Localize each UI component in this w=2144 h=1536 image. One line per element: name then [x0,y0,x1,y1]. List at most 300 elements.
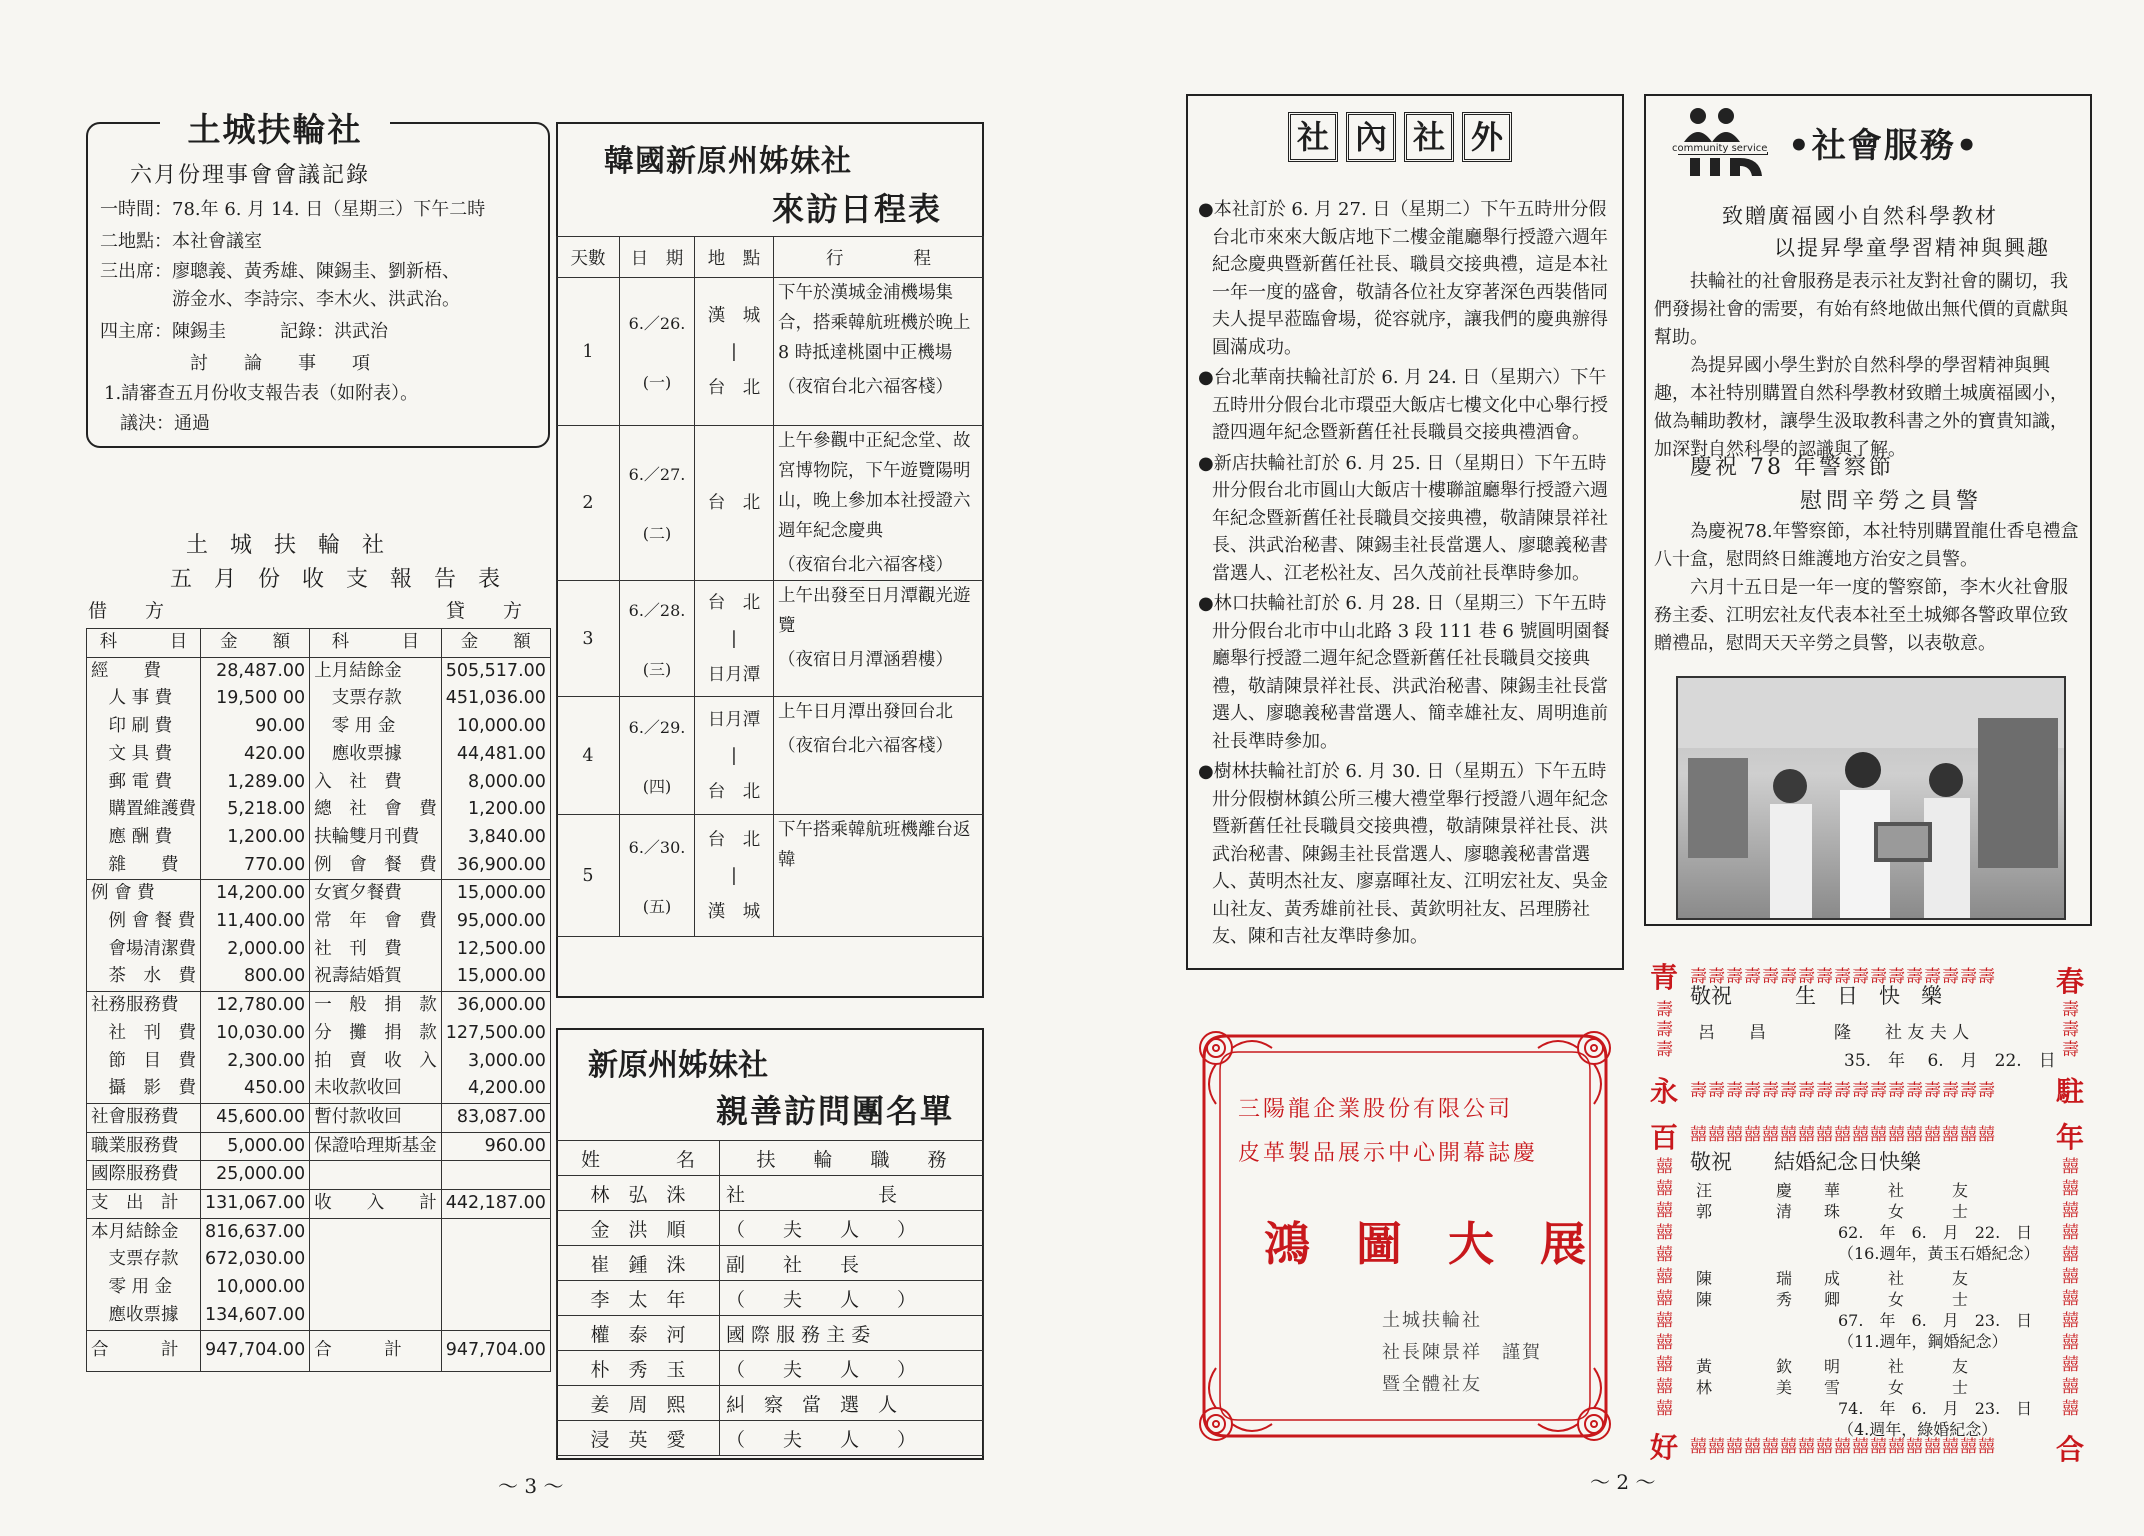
service-headline-4: 慰問辛勞之員警 [1800,489,1983,514]
fin-item-credit: 扶輪雙月刊費 [310,824,442,852]
sch-header-place: 地 點 [695,237,774,278]
schedule-place: 日月潭 [707,664,761,685]
fin-item-debit: 文 具 費 [87,741,201,769]
finance-row [87,880,551,908]
fin-header-item-credit: 科 目 [310,629,442,658]
schedule-place: 台 北 [707,493,761,513]
report-title: 五 月 份 收 支 報 告 表 [170,567,501,592]
fin-item-credit [310,1218,442,1246]
news-title-char-3: 社 [1404,112,1454,162]
community-service-text: community service [1672,143,1768,154]
fin-item-debit: 應收票據 [87,1302,201,1330]
mem-header-name: 姓 名 [557,1141,720,1176]
couple-wedding-date: 67. 年 6. 月 23. 日 [1838,1311,2033,1330]
fin-amount-credit [441,1218,550,1246]
schedule-place: 台 北 [707,377,761,398]
service-headline-3: 慶祝 78 年警察節 [1690,455,1894,480]
finance-row [87,1132,551,1161]
schedule-date-cell [620,426,695,581]
corner-right-1: 春 [2056,965,2085,998]
fin-amount-debit: 19,500 00 [201,685,310,713]
members-title-2: 親善訪問團名單 [716,1092,955,1130]
member-name: 李 太 年 [557,1281,720,1316]
fin-total-label-debit: 合 計 [87,1330,201,1371]
schedule-place: | [731,341,737,362]
fin-item-credit: 保證哈理斯基金 [310,1132,442,1161]
debit-label: 借 方 [88,600,165,622]
fin-amount-credit: 83,087.00 [441,1103,550,1132]
fin-amount-credit: 1,200.00 [441,796,550,824]
schedule-place-cell [695,426,774,581]
fin-item-debit: 社務服務費 [87,992,201,1020]
fin-item-credit: 未收款收回 [310,1075,442,1103]
schedule-date: 6.／29. [628,717,686,737]
happiness-border-top: 囍囍囍囍囍囍囍囍囍囍囍囍囍囍囍囍囍 [1690,1125,1996,1145]
member-role: 國 際 服 務 主 委 [720,1316,984,1351]
couple-anniversary-note: （16.週年，黃玉石婚紀念） [1838,1244,2040,1263]
corner-right-3: 年 [2056,1121,2085,1154]
ad-company: 三陽龍企業股份有限公司 [1238,1097,1514,1122]
fin-item-debit: 經 費 [87,657,201,685]
schedule-date: 6.／28. [628,600,686,620]
fin-item-credit [310,1161,442,1190]
schedule-weekday: (四) [642,776,672,796]
member-row [557,1211,984,1246]
schedule-place [696,461,772,485]
fin-amount-debit: 770.00 [201,852,310,880]
anniversary-title: 敬祝 結婚紀念日快樂 [1690,1150,1921,1174]
news-item-3: ●新店扶輪社訂於 6. 月 25. 日（星期日）下午五時卅分假台北市圓山大飯店十樓聯誼廳舉行授證六週年紀念暨新舊任社長職員交接典禮，敬請陳景祥社長、洪武治秘書、陳錫圭社長當選人、廖聰義秘書當選人、江老松社友、呂久茂前社長準時參加。 [1198,452,1608,584]
fin-amount-credit [441,1161,550,1190]
finance-row [87,1274,551,1302]
fin-amount-credit: 3,840.00 [441,824,550,852]
finance-row [87,1048,551,1076]
fin-amount-debit: 28,487.00 [201,657,310,685]
fin-item-credit: 支票存款 [310,685,442,713]
schedule-plan-cell [774,581,984,697]
fin-amount-credit: 442,187.00 [441,1190,550,1219]
news-body [1198,196,1612,954]
member-role: （ 夫 人 ） [720,1351,984,1386]
members-table [556,1140,984,1456]
news-title [1288,112,1512,162]
schedule-place-cell [695,278,774,426]
schedule-plan: 上午日月潭出發回台北 [778,702,953,722]
member-name: 崔 鍾 洙 [557,1246,720,1281]
schedule-note: （夜宿台北六福客棧） [778,377,953,397]
corner-left-3: 百 [1650,1121,1679,1154]
member-row [557,1421,984,1456]
finance-row [87,1246,551,1274]
couple-wife: 郭 清 珠 女 士 [1696,1202,1969,1221]
birthday-title: 敬祝 生 日 快 樂 [1690,984,1942,1008]
ad-event: 皮革製品展示中心開幕誌慶 [1238,1141,1539,1166]
schedule-place: 台 北 [707,781,761,802]
fin-item-credit: 零 用 金 [310,713,442,741]
finance-row [87,908,551,936]
fin-item-credit: 社 刊 費 [310,936,442,964]
fin-item-debit: 印 刷 費 [87,713,201,741]
couple-husband: 汪 慶 華 社 友 [1696,1181,1969,1200]
mem-header-role: 扶 輪 職 務 [720,1141,984,1176]
news-title-char-4: 外 [1462,112,1512,162]
schedule-day: 1 [557,278,620,426]
finance-table-body [87,657,551,1330]
happiness-border-right: 囍囍囍囍囍囍囍囍囍囍囍囍 [2062,1157,2079,1419]
fin-item-debit: 攝 影 費 [87,1075,201,1103]
members-title-1: 新原州姊妹社 [588,1048,768,1083]
member-name: 林 弘 洙 [557,1176,720,1211]
fin-item-debit: 本月結餘金 [87,1218,201,1246]
schedule-place: | [731,628,737,649]
longevity-border-top: 壽壽壽壽壽壽壽壽壽壽壽壽壽壽壽壽壽 [1690,967,1996,987]
fin-amount-debit: 134,607.00 [201,1302,310,1330]
fin-item-credit: 應收票據 [310,741,442,769]
schedule-row [557,581,984,697]
news-item-4: ●林口扶輪社訂於 6. 月 28. 日（星期三）下午五時卅分假台北市中山北路 3 段 111 巷 6 號圓明園餐廳舉行授證二週年紀念暨新舊任社長職員交接典禮，敬請陳景祥社長、洪武治秘書、陳錫圭社長當選人、廖聰義秘書當選人、簡幸雄社友、周明進前社長準時參加。 [1198,593,1610,752]
fin-amount-debit: 131,067.00 [201,1190,310,1219]
schedule-date-cell [620,581,695,697]
fin-item-credit: 常 年 會 費 [310,908,442,936]
member-name: 朴 秀 玉 [557,1351,720,1386]
minutes-line-5: 四主席：陳錫圭 記錄：洪武治 [100,321,388,342]
schedule-place: 台 北 [707,592,761,613]
finance-row [87,963,551,991]
member-role: （ 夫 人 ） [720,1281,984,1316]
fin-amount-debit: 1,289.00 [201,769,310,797]
schedule-weekday: (五) [642,896,672,916]
fin-amount-credit: 12,500.00 [441,936,550,964]
birthday-date: 35. 年 6. 月 22. 日 [1844,1051,2056,1071]
fin-amount-credit [441,1246,550,1274]
finance-row [87,1075,551,1103]
fin-amount-debit: 25,000.00 [201,1161,310,1190]
schedule-day: 3 [557,581,620,697]
fin-header-item-debit: 科 目 [87,629,201,658]
fin-item-credit: 入 社 費 [310,769,442,797]
finance-row [87,824,551,852]
fin-amount-debit: 14,200.00 [201,880,310,908]
schedule-date-cell [620,815,695,937]
finance-row [87,1302,551,1330]
fin-item-credit [310,1246,442,1274]
couple-wife: 陳 秀 卿 女 士 [1696,1290,1969,1309]
fin-amount-credit: 8,000.00 [441,769,550,797]
schedule-date: 6.／30. [628,837,686,857]
finance-row [87,769,551,797]
fin-amount-debit: 5,218.00 [201,796,310,824]
minutes-line-3: 三出席：廖聰義、黃秀雄、陳錫圭、劉新梧、 [100,261,460,282]
fin-amount-credit: 36,000.00 [441,992,550,1020]
schedule-table-body [557,278,984,937]
fin-amount-credit [441,1302,550,1330]
fin-header-amount-credit: 金 額 [441,629,550,658]
schedule-date-cell [620,278,695,426]
schedule-plan: 上午參觀中正紀念堂、故宮博物院，下午遊覽陽明山，晚上參加本社授證六週年紀念慶典 [778,431,971,541]
fin-item-credit: 拍 賣 收 入 [310,1048,442,1076]
fin-item-credit: 女賓夕餐費 [310,880,442,908]
news-item-1: ●本社訂於 6. 月 27. 日（星期二）下午五時卅分假台北市來來大飯店地下二樓金龍廳舉行授證六週年紀念慶典暨新舊任社長、職員交接典禮，這是本社一年一度的盛會，敬請各位社友穿著深色西裝偕同夫人提早蒞臨會場，從容就序，讓我們的慶典辦得圓滿成功。 [1198,199,1608,358]
fin-amount-credit: 960.00 [441,1132,550,1161]
fin-item-debit: 雜 費 [87,852,201,880]
fin-amount-credit: 10,000.00 [441,713,550,741]
schedule-note: （夜宿日月潭涵碧樓） [778,650,953,670]
fin-amount-credit: 44,481.00 [441,741,550,769]
minutes-line-4: 游金水、李詩宗、李木火、洪武治。 [100,289,460,310]
fin-amount-debit: 10,030.00 [201,1020,310,1048]
fin-header-amount-debit: 金 額 [201,629,310,658]
finance-row [87,1218,551,1246]
schedule-weekday: (三) [642,659,672,679]
corner-right-2: 駐 [2056,1075,2085,1108]
schedule-plan-cell [774,697,984,815]
fin-total-label-credit: 合 計 [310,1330,442,1371]
schedule-row [557,278,984,426]
schedule-row [557,815,984,937]
fin-amount-debit: 5,000.00 [201,1132,310,1161]
fin-amount-debit: 1,200.00 [201,824,310,852]
fin-item-debit: 國際服務費 [87,1161,201,1190]
fin-amount-credit: 3,000.00 [441,1048,550,1076]
fin-amount-credit: 15,000.00 [441,963,550,991]
fin-item-credit: 上月結餘金 [310,657,442,685]
schedule-note: （夜宿台北六福客棧） [778,555,953,575]
ad-main-slogan: 鴻 圖 大 展 [1264,1217,1586,1271]
anniversary-couple [1688,1356,2056,1440]
fin-item-debit: 支 出 計 [87,1190,201,1219]
couple-anniversary-note: （4.週年，綠婚紀念） [1838,1420,1998,1439]
discussion-item: 1.請審查五月份收支報告表（如附表）。 [104,383,419,404]
schedule-plan: 下午於漢城金浦機場集合，搭乘韓航班機於晚上 8 時抵達桃園中正機場 [778,283,971,363]
finance-total-row [87,1330,551,1371]
finance-row [87,657,551,685]
longevity-border-right: 壽壽壽 [2062,1000,2079,1060]
fin-item-debit: 會場清潔費 [87,936,201,964]
schedule-note: （夜宿台北六福客棧） [778,736,953,756]
finance-row [87,1103,551,1132]
fin-item-credit [310,1274,442,1302]
member-role: 糾 察 當 選 人 [720,1386,984,1421]
schedule-place: 漢 城 [707,901,761,922]
minutes-title: 六月份理事會會議記錄 [130,163,371,188]
schedule-date: 6.／26. [628,313,686,333]
anniversary-couple [1688,1180,2056,1264]
fin-item-debit: 支票存款 [87,1246,201,1274]
schedule-weekday: (二) [642,524,672,543]
service-title: •社會服務• [1788,126,1980,166]
fin-amount-debit: 672,030.00 [201,1246,310,1274]
finance-row [87,713,551,741]
ad-sign-3: 暨全體社友 [1382,1374,1482,1395]
schedule-row [557,697,984,815]
news-item-2: ●台北華南扶輪社訂於 6. 月 24. 日（星期六）下午五時卅分假台北市環亞大飯店七樓文化中心舉行授證四週年紀念暨新舊任社長職員交接典禮酒會。 [1198,367,1608,443]
fin-item-credit: 祝壽結婚賀 [310,963,442,991]
finance-row [87,685,551,713]
fin-total-credit: 947,704.00 [441,1330,550,1371]
photo-people-image [1678,678,2064,918]
schedule-day: 2 [557,426,620,581]
fin-item-debit: 零 用 金 [87,1274,201,1302]
fin-amount-credit: 451,036.00 [441,685,550,713]
schedule-place: 台 北 [707,829,761,850]
fin-amount-debit: 450.00 [201,1075,310,1103]
schedule-place: 漢 城 [707,305,761,326]
news-title-char-2: 內 [1346,112,1396,162]
fin-amount-credit [441,1274,550,1302]
news-title-char-1: 社 [1288,112,1338,162]
right-page-number: ～ 2 ～ [1590,1470,1656,1494]
fin-amount-debit: 90.00 [201,713,310,741]
fin-amount-debit: 10,000.00 [201,1274,310,1302]
happiness-border-left: 囍囍囍囍囍囍囍囍囍囍囍囍 [1656,1157,1673,1419]
schedule-plan-cell [774,815,984,937]
member-name: 浸 英 愛 [557,1421,720,1456]
fin-amount-credit: 505,517.00 [441,657,550,685]
sch-header-date: 日 期 [620,237,695,278]
service-paragraph-3: 為慶祝78.年警察節，本社特別購置龍仕香皂禮盒八十盒，慰問終日維護地方治安之員警。 [1654,521,2079,570]
resolution: 議決：通過 [120,413,210,434]
fin-amount-debit: 45,600.00 [201,1103,310,1132]
service-photo [1676,676,2066,920]
schedule-place-cell [695,581,774,697]
finance-row [87,992,551,1020]
couple-wife: 林 美 雪 女 士 [1696,1378,1969,1397]
fin-item-credit: 例 會 餐 費 [310,852,442,880]
schedule-place: 日月潭 [707,709,761,730]
schedule-day: 5 [557,815,620,937]
sch-header-plan: 行 程 [774,237,984,278]
schedule-title-2: 來訪日程表 [772,190,943,228]
fin-item-debit: 社會服務費 [87,1103,201,1132]
service-headline-2: 以提昇學童學習精神與興趣 [1774,236,2050,260]
member-role: （ 夫 人 ） [720,1211,984,1246]
service-headline-1: 致贈廣福國小自然科學教材 [1722,204,1998,228]
fin-item-debit: 茶 水 費 [87,963,201,991]
service-paragraph-2: 為提昇國小學生對於自然科學的學習精神與興趣，本社特別購置自然科學教材致贈土城廣福國小，做為輔助教材，讓學生汲取教科書之外的寶貴知識，加深對自然科學的認識與了解。 [1654,355,2068,460]
schedule-plan: 下午搭乘韓航班機離台返韓 [778,820,971,870]
finance-row [87,1161,551,1190]
couple-husband: 陳 瑞 成 社 友 [1696,1269,1969,1288]
members-table-body [557,1176,984,1456]
community-service-logo [1670,104,1780,178]
schedule-place-cell [695,815,774,937]
schedule-place-cell [695,697,774,815]
schedule-place [696,521,772,545]
fin-item-debit: 例 會 餐 費 [87,908,201,936]
schedule-plan: 上午出發至日月潭觀光遊覽 [778,586,971,636]
schedule-weekday: (一) [642,372,672,392]
finance-row [87,1190,551,1219]
corner-left-1: 青 [1650,961,1679,994]
fin-item-debit: 職業服務費 [87,1132,201,1161]
fin-item-debit: 人 事 費 [87,685,201,713]
service-paragraph-1: 扶輪社的社會服務是表示社友對社會的關切，我們發揚社會的需要，有始有終地做出無代價的貢獻與幫助。 [1654,271,2068,348]
anniversary-couple [1688,1268,2056,1352]
fin-item-debit: 郵 電 費 [87,769,201,797]
couple-wedding-date: 74. 年 6. 月 23. 日 [1838,1399,2033,1418]
fin-item-debit: 購置維護費 [87,796,201,824]
fin-item-credit: 一 般 捐 款 [310,992,442,1020]
birthday-name: 呂 昌 隆 社 友 夫 人 [1698,1023,1970,1043]
couple-husband: 黃 欽 明 社 友 [1696,1357,1969,1376]
news-item-5: ●樹林扶輪社訂於 6. 月 30. 日（星期五）下午五時卅分假樹林鎮公所三樓大禮堂舉行授證八週年紀念暨新舊任社長職員交接典禮，敬請陳景祥社長、洪武治秘書、陳錫圭社長當選人、廖聰義秘書當選人、黃明杰社友、廖嘉暉社友、江明宏社友、吳金山社友、黃秀雄前社長、黃欽明社友、呂理勝社友、陳和吉社友準時參加。 [1198,761,1608,947]
member-name: 姜 周 熙 [557,1386,720,1421]
corner-left-2: 永 [1650,1075,1679,1108]
fin-item-debit: 節 目 費 [87,1048,201,1076]
schedule-date-cell [620,697,695,815]
member-role: 社 長 [720,1176,984,1211]
fin-amount-credit: 95,000.00 [441,908,550,936]
schedule-row [557,426,984,581]
finance-row [87,1020,551,1048]
fin-item-credit: 收 入 計 [310,1190,442,1219]
ad-sign-2: 社長陳景祥 謹賀 [1382,1342,1542,1363]
report-club: 土 城 扶 輪 社 [186,533,385,558]
schedule-place: | [731,865,737,886]
member-row [557,1176,984,1211]
finance-row [87,936,551,964]
schedule-table [556,236,984,937]
fin-item-debit: 例 會 費 [87,880,201,908]
fin-amount-debit: 816,637.00 [201,1218,310,1246]
fin-amount-credit: 127,500.00 [441,1020,550,1048]
fin-amount-credit: 36,900.00 [441,852,550,880]
minutes-line-1: 一時間：78.年 6. 月 14. 日（星期三）下午二時 [100,199,486,220]
finance-row [87,741,551,769]
longevity-border-left: 壽壽壽 [1656,1000,1673,1060]
corner-right-4: 合 [2056,1433,2085,1466]
fin-item-credit: 分 攤 捐 款 [310,1020,442,1048]
finance-table [86,628,551,1372]
finance-row [87,852,551,880]
fin-item-credit: 暫付款收回 [310,1103,442,1132]
schedule-plan-cell [774,278,984,426]
fin-amount-debit: 2,300.00 [201,1048,310,1076]
schedule-title-1: 韓國新原州姊妹社 [604,144,852,179]
happiness-border-bottom: 囍囍囍囍囍囍囍囍囍囍囍囍囍囍囍囍囍 [1690,1437,1996,1457]
couple-wedding-date: 62. 年 6. 月 22. 日 [1838,1223,2033,1242]
fin-item-credit: 總 社 會 費 [310,796,442,824]
fin-total-debit: 947,704.00 [201,1330,310,1371]
fin-amount-debit: 800.00 [201,963,310,991]
fin-item-debit: 應 酬 費 [87,824,201,852]
ad-sign-1: 土城扶輪社 [1382,1310,1482,1331]
couple-anniversary-note: （11.週年，鋼婚紀念） [1838,1332,2008,1351]
finance-row [87,796,551,824]
fin-amount-debit: 12,780.00 [201,992,310,1020]
minutes-line-2: 二地點：本社會議室 [100,231,262,252]
fin-item-credit [310,1302,442,1330]
service-paragraph-4: 六月十五日是一年一度的警察節，李木火社會服務主委、江明宏社友代表本社至土城鄉各警政單位致贈禮品，慰問天天辛勞之員警，以表敬意。 [1654,577,2068,654]
fin-item-debit: 社 刊 費 [87,1020,201,1048]
member-name: 金 洪 順 [557,1211,720,1246]
member-role: 副 社 長 [720,1246,984,1281]
people-logo-icon [1670,104,1780,178]
fin-amount-credit: 15,000.00 [441,880,550,908]
schedule-day: 4 [557,697,620,815]
member-row [557,1246,984,1281]
discussion-heading: 討 論 事 項 [190,353,370,374]
fin-amount-debit: 420.00 [201,741,310,769]
fin-amount-debit: 11,400.00 [201,908,310,936]
member-row [557,1281,984,1316]
schedule-place: | [731,745,737,766]
member-row [557,1386,984,1421]
fin-amount-credit: 4,200.00 [441,1075,550,1103]
longevity-border-bottom: 壽壽壽壽壽壽壽壽壽壽壽壽壽壽壽壽壽 [1690,1081,1996,1101]
fin-amount-debit: 2,000.00 [201,936,310,964]
member-row [557,1316,984,1351]
